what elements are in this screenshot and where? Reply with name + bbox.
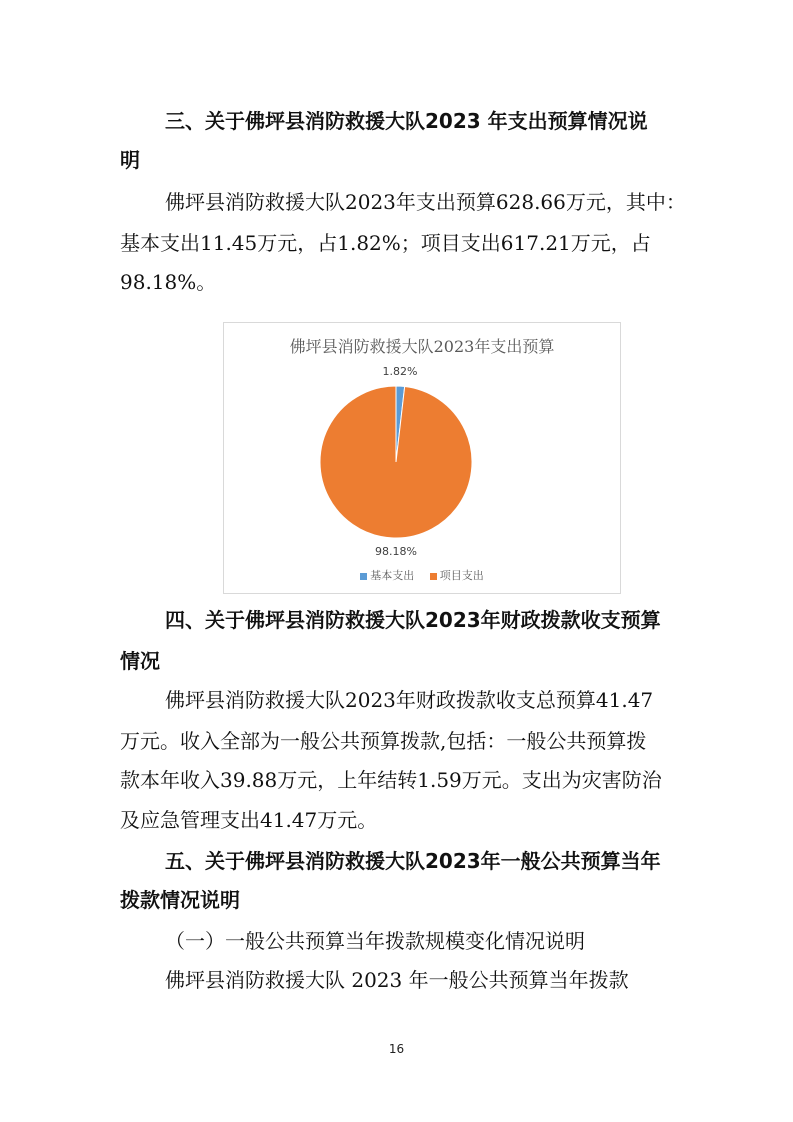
section5-subheading: （一）一般公共预算当年拨款规模变化情况说明 (165, 929, 585, 953)
chart-legend (224, 567, 620, 583)
legend-swatch-project (430, 573, 437, 580)
pie-data-label-project: 98.18% (375, 545, 417, 558)
legend-item-basic (360, 567, 414, 583)
section5-heading-line1: 五、关于佛坪县消防救援大队2023年一般公共预算当年 (165, 849, 661, 873)
section4-paragraph-line4: 及应急管理支出41.47万元。 (120, 808, 378, 832)
legend-label-basic: 基本支出 (370, 569, 415, 582)
chart-title: 佛坪县消防救援大队2023年支出预算 (289, 337, 555, 356)
legend-item-project (430, 567, 484, 583)
section3-heading-line1: 三、关于佛坪县消防救援大队2023 年支出预算情况说 (165, 109, 648, 133)
pie-data-label-basic: 1.82% (382, 365, 418, 378)
section3-paragraph-line1: 佛坪县消防救援大队2023年支出预算628.66万元，其中： (165, 190, 686, 214)
section3-paragraph-line3: 98.18%。 (120, 270, 217, 294)
page-number: 16 (388, 1042, 405, 1056)
section4-heading-line2: 情况 (120, 649, 160, 673)
legend-label-project: 项目支出 (439, 569, 484, 582)
section4-paragraph-line1: 佛坪县消防救援大队2023年财政拨款收支总预算41.47 (165, 688, 654, 712)
section4-heading-line1: 四、关于佛坪县消防救援大队2023年财政拨款收支预算 (165, 608, 661, 632)
section4-paragraph-line3: 款本年收入39.88万元，上年结转1.59万元。支出为灾害防治 (120, 768, 662, 792)
pie-slice-project (320, 386, 472, 538)
section3-heading-line2: 明 (120, 148, 140, 172)
section4-paragraph-line2: 万元。收入全部为一般公共预算拨款,包括：一般公共预算拨 (120, 729, 647, 753)
section5-heading-line2: 拨款情况说明 (120, 888, 240, 912)
pie-chart-svg (224, 323, 620, 593)
section5-paragraph-line1: 佛坪县消防救援大队 2023 年一般公共预算当年拨款 (165, 968, 629, 992)
legend-swatch-basic (360, 573, 367, 580)
section3-paragraph-line2: 基本支出11.45万元，占1.82%；项目支出617.21万元，占 (120, 231, 651, 255)
expenditure-pie-chart (223, 322, 621, 594)
